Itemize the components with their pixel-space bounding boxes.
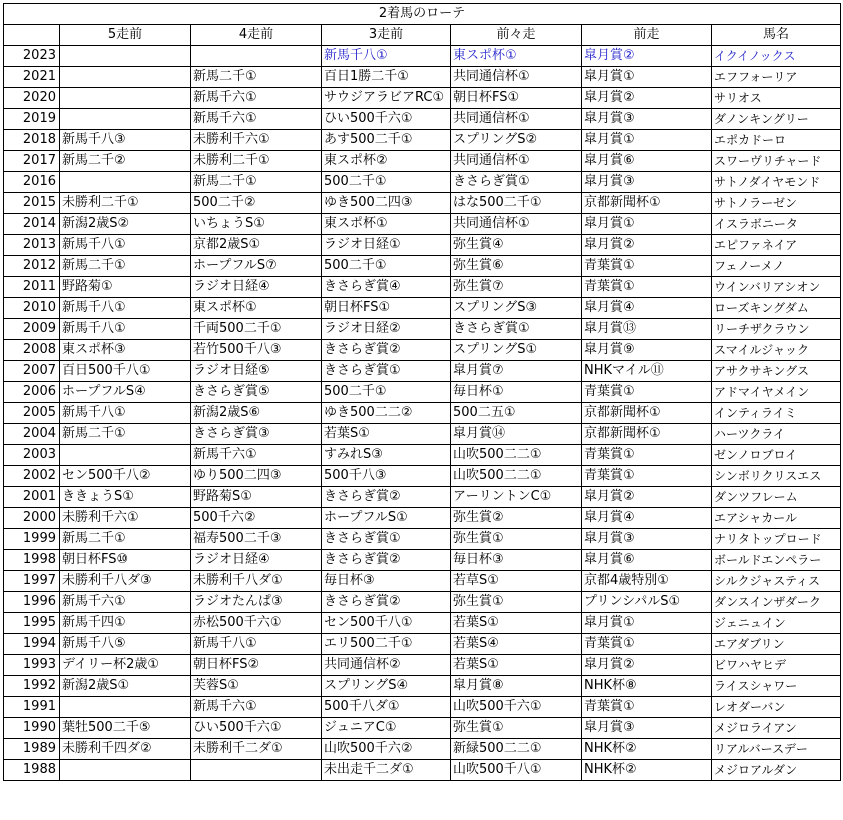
race-3-before-cell[interactable]: セン500千八① <box>322 613 451 634</box>
year-cell[interactable]: 2016 <box>4 172 60 193</box>
last-race-cell[interactable]: NHK杯⑧ <box>582 676 712 697</box>
horse-name-cell[interactable]: シンボリクリスエス <box>712 466 841 487</box>
race-5-before-cell[interactable]: 未勝利二千① <box>60 193 191 214</box>
table-row <box>4 487 841 508</box>
last-race-cell[interactable]: NHK杯② <box>582 739 712 760</box>
race-5-before-cell[interactable]: 東スポ杯③ <box>60 340 191 361</box>
horse-name-cell[interactable]: メジロライアン <box>712 718 841 739</box>
race-2-before-cell[interactable]: 新緑500二二① <box>451 739 582 760</box>
last-race-cell[interactable]: 皐月賞② <box>582 487 712 508</box>
race-2-before-cell[interactable]: 皐月賞⑧ <box>451 676 582 697</box>
race-4-before-cell[interactable]: 新馬千六① <box>191 88 322 109</box>
horse-name-cell[interactable]: スワーヴリチャード <box>712 151 841 172</box>
year-cell[interactable]: 2001 <box>4 487 60 508</box>
last-race-cell[interactable]: 皐月賞① <box>582 130 712 151</box>
race-3-before-cell[interactable]: 共同通信杯② <box>322 655 451 676</box>
last-race-cell[interactable]: 皐月賞⑥ <box>582 151 712 172</box>
race-3-before-cell[interactable]: 500千八ダ① <box>322 697 451 718</box>
year-cell[interactable]: 2015 <box>4 193 60 214</box>
table-row <box>4 550 841 571</box>
horse-name-cell[interactable]: エポカドーロ <box>712 130 841 151</box>
year-cell[interactable]: 2000 <box>4 508 60 529</box>
last-race-cell[interactable]: 皐月賞① <box>582 67 712 88</box>
header-year[interactable] <box>4 25 60 46</box>
last-race-cell[interactable]: 京都4歳特別① <box>582 571 712 592</box>
race-5-before-cell[interactable]: 新馬千八① <box>60 298 191 319</box>
year-cell[interactable]: 2010 <box>4 298 60 319</box>
race-5-before-cell[interactable]: 未勝利千八ダ③ <box>60 571 191 592</box>
race-3-before-cell[interactable]: きさらぎ賞① <box>322 529 451 550</box>
race-5-before-cell[interactable] <box>60 172 191 193</box>
title-row <box>4 4 841 25</box>
table-row <box>4 655 841 676</box>
last-race-cell[interactable]: 皐月賞② <box>582 655 712 676</box>
horse-name-cell[interactable]: ボールドエンペラー <box>712 550 841 571</box>
table-row <box>4 382 841 403</box>
table-row <box>4 613 841 634</box>
race-2-before-cell[interactable]: 弥生賞⑦ <box>451 277 582 298</box>
race-3-before-cell[interactable]: 毎日杯③ <box>322 571 451 592</box>
last-race-cell[interactable]: 皐月賞④ <box>582 508 712 529</box>
race-3-before-cell[interactable]: 新馬千八① <box>322 46 451 67</box>
header-horse-name[interactable]: 馬名 <box>712 25 841 46</box>
race-2-before-cell[interactable]: 山吹500千八① <box>451 760 582 781</box>
race-3-before-cell[interactable]: きさらぎ賞④ <box>322 277 451 298</box>
race-4-before-cell[interactable]: 500二千② <box>191 193 322 214</box>
race-3-before-cell[interactable]: 500二千① <box>322 382 451 403</box>
table-row <box>4 445 841 466</box>
year-cell[interactable]: 2004 <box>4 424 60 445</box>
race-5-before-cell[interactable] <box>60 67 191 88</box>
last-race-cell[interactable]: 青葉賞① <box>582 634 712 655</box>
horse-name-cell[interactable]: アサクサキングス <box>712 361 841 382</box>
horse-name-cell[interactable]: ウインバリアシオン <box>712 277 841 298</box>
table-row <box>4 277 841 298</box>
race-5-before-cell[interactable]: 新馬二千② <box>60 151 191 172</box>
race-2-before-cell[interactable]: 若葉S① <box>451 613 582 634</box>
race-4-before-cell[interactable]: 新馬千六① <box>191 109 322 130</box>
race-2-before-cell[interactable]: 若草S① <box>451 571 582 592</box>
table-row <box>4 466 841 487</box>
race-4-before-cell[interactable]: 京都2歳S① <box>191 235 322 256</box>
race-3-before-cell[interactable]: 500千八③ <box>322 466 451 487</box>
race-2-before-cell[interactable]: きさらぎ賞① <box>451 172 582 193</box>
race-2-before-cell[interactable]: スプリングS③ <box>451 298 582 319</box>
table-row <box>4 718 841 739</box>
year-cell[interactable]: 1999 <box>4 529 60 550</box>
race-4-before-cell[interactable]: ラジオ日経④ <box>191 550 322 571</box>
header-last-race[interactable]: 前走 <box>582 25 712 46</box>
race-5-before-cell[interactable] <box>60 760 191 781</box>
race-2-before-cell[interactable]: 弥生賞⑥ <box>451 256 582 277</box>
race-3-before-cell[interactable]: きさらぎ賞② <box>322 487 451 508</box>
race-3-before-cell[interactable]: 500二千① <box>322 256 451 277</box>
race-4-before-cell[interactable]: ラジオたんぱ③ <box>191 592 322 613</box>
last-race-cell[interactable]: 皐月賞② <box>582 235 712 256</box>
race-5-before-cell[interactable]: 葉牡500二千⑤ <box>60 718 191 739</box>
year-cell[interactable]: 2013 <box>4 235 60 256</box>
year-cell[interactable]: 1988 <box>4 760 60 781</box>
race-2-before-cell[interactable]: 若葉S④ <box>451 634 582 655</box>
race-4-before-cell[interactable]: ゆり500二四③ <box>191 466 322 487</box>
race-5-before-cell[interactable]: 新馬千四① <box>60 613 191 634</box>
race-4-before-cell[interactable]: 未勝利千六① <box>191 130 322 151</box>
last-race-cell[interactable]: 皐月賞② <box>582 46 712 67</box>
last-race-cell[interactable]: NHKマイル⑪ <box>582 361 712 382</box>
horse-name-cell[interactable]: ダンツフレーム <box>712 487 841 508</box>
race-2-before-cell[interactable]: 弥生賞① <box>451 529 582 550</box>
year-cell[interactable]: 2002 <box>4 466 60 487</box>
table-row <box>4 172 841 193</box>
horse-name-cell[interactable]: ゼンノロブロイ <box>712 445 841 466</box>
horse-name-cell[interactable]: ハーツクライ <box>712 424 841 445</box>
last-race-cell[interactable]: 皐月賞③ <box>582 109 712 130</box>
horse-name-cell[interactable]: レオダーバン <box>712 697 841 718</box>
horse-name-cell[interactable]: エフフォーリア <box>712 67 841 88</box>
year-cell[interactable]: 2014 <box>4 214 60 235</box>
race-3-before-cell[interactable]: 東スポ杯② <box>322 151 451 172</box>
race-5-before-cell[interactable] <box>60 88 191 109</box>
race-2-before-cell[interactable]: 共同通信杯① <box>451 67 582 88</box>
race-2-before-cell[interactable]: きさらぎ賞① <box>451 319 582 340</box>
race-3-before-cell[interactable]: ひい500千六① <box>322 109 451 130</box>
race-3-before-cell[interactable]: 東スポ杯① <box>322 214 451 235</box>
race-4-before-cell[interactable]: 野路菊S① <box>191 487 322 508</box>
race-5-before-cell[interactable]: ききょうS① <box>60 487 191 508</box>
race-4-before-cell[interactable]: 新馬二千① <box>191 67 322 88</box>
race-3-before-cell[interactable]: エリ500二千① <box>322 634 451 655</box>
horse-name-cell[interactable]: リアルバースデー <box>712 739 841 760</box>
last-race-cell[interactable]: 京都新聞杯① <box>582 193 712 214</box>
last-race-cell[interactable]: 皐月賞⑥ <box>582 550 712 571</box>
race-3-before-cell[interactable]: あす500二千① <box>322 130 451 151</box>
horse-name-cell[interactable]: ダンスインザダーク <box>712 592 841 613</box>
race-4-before-cell[interactable]: ホープフルS⑦ <box>191 256 322 277</box>
race-2-before-cell[interactable]: 若葉S① <box>451 655 582 676</box>
race-2-before-cell[interactable]: 毎日杯③ <box>451 550 582 571</box>
race-2-before-cell[interactable]: 弥生賞② <box>451 508 582 529</box>
race-2-before-cell[interactable]: 共同通信杯① <box>451 214 582 235</box>
table-row <box>4 340 841 361</box>
race-5-before-cell[interactable]: 新馬二千① <box>60 424 191 445</box>
race-3-before-cell[interactable]: ラジオ日経① <box>322 235 451 256</box>
last-race-cell[interactable]: 皐月賞⑨ <box>582 340 712 361</box>
table-row <box>4 571 841 592</box>
race-2-before-cell[interactable]: アーリントンC① <box>451 487 582 508</box>
table-row <box>4 256 841 277</box>
race-5-before-cell[interactable]: セン500千八② <box>60 466 191 487</box>
year-cell[interactable]: 2023 <box>4 46 60 67</box>
race-4-before-cell[interactable]: 新潟2歳S⑥ <box>191 403 322 424</box>
race-3-before-cell[interactable]: きさらぎ賞② <box>322 592 451 613</box>
table-row <box>4 193 841 214</box>
year-cell[interactable]: 2009 <box>4 319 60 340</box>
race-2-before-cell[interactable]: 朝日杯FS① <box>451 88 582 109</box>
table-row <box>4 676 841 697</box>
race-3-before-cell[interactable]: サウジアラビアRC① <box>322 88 451 109</box>
race-5-before-cell[interactable]: 新馬千八① <box>60 319 191 340</box>
rotation-table <box>3 3 841 781</box>
year-cell[interactable]: 1993 <box>4 655 60 676</box>
race-2-before-cell[interactable]: 皐月賞⑦ <box>451 361 582 382</box>
race-5-before-cell[interactable]: ホープフルS④ <box>60 382 191 403</box>
horse-name-cell[interactable]: ナリタトップロード <box>712 529 841 550</box>
year-cell[interactable]: 2021 <box>4 67 60 88</box>
race-3-before-cell[interactable]: 朝日杯FS① <box>322 298 451 319</box>
race-2-before-cell[interactable]: 山吹500千六① <box>451 697 582 718</box>
race-4-before-cell[interactable]: ひい500千六① <box>191 718 322 739</box>
last-race-cell[interactable]: NHK杯② <box>582 760 712 781</box>
horse-name-cell[interactable]: エピファネイア <box>712 235 841 256</box>
race-2-before-cell[interactable]: 弥生賞④ <box>451 235 582 256</box>
table-row <box>4 67 841 88</box>
race-4-before-cell[interactable]: 千両500二千① <box>191 319 322 340</box>
race-3-before-cell[interactable]: ゆき500二四③ <box>322 193 451 214</box>
race-4-before-cell[interactable]: 朝日杯FS② <box>191 655 322 676</box>
race-5-before-cell[interactable]: 新馬二千① <box>60 256 191 277</box>
race-4-before-cell[interactable]: 芙蓉S① <box>191 676 322 697</box>
horse-name-cell[interactable]: メジロアルダン <box>712 760 841 781</box>
race-5-before-cell[interactable]: 野路菊① <box>60 277 191 298</box>
table-row <box>4 46 841 67</box>
last-race-cell[interactable]: プリンシパルS① <box>582 592 712 613</box>
race-4-before-cell[interactable]: きさらぎ賞③ <box>191 424 322 445</box>
horse-name-cell[interactable]: ダノンキングリー <box>712 109 841 130</box>
race-4-before-cell[interactable]: いちょうS① <box>191 214 322 235</box>
race-5-before-cell[interactable]: 新馬千八① <box>60 403 191 424</box>
race-4-before-cell[interactable]: 新馬千六① <box>191 445 322 466</box>
last-race-cell[interactable]: 青葉賞① <box>582 256 712 277</box>
year-cell[interactable]: 1990 <box>4 718 60 739</box>
race-4-before-cell[interactable]: 500千六② <box>191 508 322 529</box>
race-5-before-cell[interactable]: 新潟2歳S① <box>60 676 191 697</box>
header-5-races-before[interactable]: 5走前 <box>60 25 191 46</box>
race-3-before-cell[interactable]: 若葉S① <box>322 424 451 445</box>
race-2-before-cell[interactable]: はな500二千① <box>451 193 582 214</box>
horse-name-cell[interactable]: エアダブリン <box>712 634 841 655</box>
year-cell[interactable]: 1998 <box>4 550 60 571</box>
race-5-before-cell[interactable]: 新馬千八③ <box>60 130 191 151</box>
table-row <box>4 697 841 718</box>
year-cell[interactable]: 2012 <box>4 256 60 277</box>
table-row <box>4 151 841 172</box>
horse-name-cell[interactable]: ライスシャワー <box>712 676 841 697</box>
table-row <box>4 529 841 550</box>
race-2-before-cell[interactable]: スプリングS② <box>451 130 582 151</box>
horse-name-cell[interactable]: サリオス <box>712 88 841 109</box>
horse-name-cell[interactable]: フェノーメノ <box>712 256 841 277</box>
horse-name-cell[interactable]: エアシャカール <box>712 508 841 529</box>
race-5-before-cell[interactable] <box>60 109 191 130</box>
year-cell[interactable]: 2017 <box>4 151 60 172</box>
last-race-cell[interactable]: 青葉賞① <box>582 466 712 487</box>
last-race-cell[interactable]: 皐月賞① <box>582 214 712 235</box>
last-race-cell[interactable]: 青葉賞① <box>582 277 712 298</box>
race-5-before-cell[interactable]: 未勝利千六① <box>60 508 191 529</box>
table-row <box>4 361 841 382</box>
year-cell[interactable]: 2020 <box>4 88 60 109</box>
race-4-before-cell[interactable]: 未勝利二千① <box>191 151 322 172</box>
table-row <box>4 319 841 340</box>
year-cell[interactable]: 1994 <box>4 634 60 655</box>
year-cell[interactable]: 1991 <box>4 697 60 718</box>
table-row <box>4 109 841 130</box>
table-row <box>4 760 841 781</box>
last-race-cell[interactable]: 青葉賞① <box>582 382 712 403</box>
race-4-before-cell[interactable]: 新馬千六① <box>191 697 322 718</box>
last-race-cell[interactable]: 青葉賞① <box>582 445 712 466</box>
last-race-cell[interactable]: 皐月賞③ <box>582 172 712 193</box>
year-cell[interactable]: 1995 <box>4 613 60 634</box>
race-5-before-cell[interactable]: 未勝利千四ダ② <box>60 739 191 760</box>
last-race-cell[interactable]: 皐月賞① <box>582 613 712 634</box>
year-cell[interactable]: 1997 <box>4 571 60 592</box>
horse-name-cell[interactable]: サトノダイヤモンド <box>712 172 841 193</box>
last-race-cell[interactable]: 皐月賞③ <box>582 718 712 739</box>
year-cell[interactable]: 2006 <box>4 382 60 403</box>
race-5-before-cell[interactable] <box>60 46 191 67</box>
table-row <box>4 235 841 256</box>
race-2-before-cell[interactable]: 皐月賞⑭ <box>451 424 582 445</box>
race-2-before-cell[interactable]: スプリングS① <box>451 340 582 361</box>
race-2-before-cell[interactable]: 毎日杯① <box>451 382 582 403</box>
table-row <box>4 424 841 445</box>
race-3-before-cell[interactable]: ジュニアC① <box>322 718 451 739</box>
horse-name-cell[interactable]: インティライミ <box>712 403 841 424</box>
horse-name-cell[interactable]: サトノラーゼン <box>712 193 841 214</box>
year-cell[interactable]: 2018 <box>4 130 60 151</box>
horse-name-cell[interactable]: スマイルジャック <box>712 340 841 361</box>
race-5-before-cell[interactable]: デイリー杯2歳① <box>60 655 191 676</box>
header-4-races-before[interactable]: 4走前 <box>191 25 322 46</box>
race-2-before-cell[interactable]: 山吹500二二① <box>451 466 582 487</box>
race-2-before-cell[interactable]: 山吹500二二① <box>451 445 582 466</box>
race-4-before-cell[interactable]: ラジオ日経④ <box>191 277 322 298</box>
race-3-before-cell[interactable]: 未出走千二ダ① <box>322 760 451 781</box>
table-row <box>4 634 841 655</box>
race-4-before-cell[interactable]: 若竹500千八③ <box>191 340 322 361</box>
race-2-before-cell[interactable]: 弥生賞① <box>451 718 582 739</box>
race-4-before-cell[interactable]: 福寿500二千③ <box>191 529 322 550</box>
race-5-before-cell[interactable]: 新馬千六① <box>60 592 191 613</box>
year-cell[interactable]: 2005 <box>4 403 60 424</box>
race-4-before-cell[interactable]: 東スポ杯① <box>191 298 322 319</box>
race-3-before-cell[interactable]: きさらぎ賞② <box>322 340 451 361</box>
race-3-before-cell[interactable]: きさらぎ賞① <box>322 361 451 382</box>
race-3-before-cell[interactable]: 山吹500千六② <box>322 739 451 760</box>
header-row <box>4 25 841 46</box>
race-5-before-cell[interactable]: 新潟2歳S② <box>60 214 191 235</box>
race-3-before-cell[interactable]: きさらぎ賞② <box>322 550 451 571</box>
race-3-before-cell[interactable]: ラジオ日経② <box>322 319 451 340</box>
year-cell[interactable]: 2008 <box>4 340 60 361</box>
race-4-before-cell[interactable]: 未勝利千八ダ① <box>191 571 322 592</box>
table-row <box>4 739 841 760</box>
race-5-before-cell[interactable]: 新馬千八⑤ <box>60 634 191 655</box>
last-race-cell[interactable]: 皐月賞② <box>582 88 712 109</box>
race-5-before-cell[interactable] <box>60 697 191 718</box>
year-cell[interactable]: 2003 <box>4 445 60 466</box>
last-race-cell[interactable]: 皐月賞③ <box>582 529 712 550</box>
race-2-before-cell[interactable]: 共同通信杯① <box>451 109 582 130</box>
race-3-before-cell[interactable]: 百日1勝二千① <box>322 67 451 88</box>
table-row <box>4 508 841 529</box>
horse-name-cell[interactable]: ローズキングダム <box>712 298 841 319</box>
header-2-races-before[interactable]: 前々走 <box>451 25 582 46</box>
race-2-before-cell[interactable]: 弥生賞① <box>451 592 582 613</box>
horse-name-cell[interactable]: アドマイヤメイン <box>712 382 841 403</box>
last-race-cell[interactable]: 京都新聞杯① <box>582 424 712 445</box>
table-row <box>4 592 841 613</box>
horse-name-cell[interactable]: ジェニュイン <box>712 613 841 634</box>
race-4-before-cell[interactable]: きさらぎ賞⑤ <box>191 382 322 403</box>
year-cell[interactable]: 2007 <box>4 361 60 382</box>
race-4-before-cell[interactable]: 新馬千八① <box>191 634 322 655</box>
race-3-before-cell[interactable]: 500二千① <box>322 172 451 193</box>
race-5-before-cell[interactable]: 百日500千八① <box>60 361 191 382</box>
race-2-before-cell[interactable]: 500二五① <box>451 403 582 424</box>
race-5-before-cell[interactable]: 新馬二千① <box>60 529 191 550</box>
race-4-before-cell[interactable]: ラジオ日経⑤ <box>191 361 322 382</box>
table-title[interactable]: 2着馬のローテ <box>4 4 841 25</box>
horse-name-cell[interactable]: リーチザクラウン <box>712 319 841 340</box>
table-row <box>4 214 841 235</box>
last-race-cell[interactable]: 青葉賞① <box>582 697 712 718</box>
horse-name-cell[interactable]: イクイノックス <box>712 46 841 67</box>
table-row <box>4 403 841 424</box>
race-4-before-cell[interactable]: 新馬二千① <box>191 172 322 193</box>
race-3-before-cell[interactable]: すみれS③ <box>322 445 451 466</box>
race-3-before-cell[interactable]: ゆき500二二② <box>322 403 451 424</box>
header-3-races-before[interactable]: 3走前 <box>322 25 451 46</box>
table-row <box>4 298 841 319</box>
horse-name-cell[interactable]: ビワハヤヒデ <box>712 655 841 676</box>
race-5-before-cell[interactable] <box>60 445 191 466</box>
horse-name-cell[interactable]: イスラボニータ <box>712 214 841 235</box>
race-4-before-cell[interactable]: 未勝利千二ダ① <box>191 739 322 760</box>
last-race-cell[interactable]: 京都新聞杯① <box>582 403 712 424</box>
race-3-before-cell[interactable]: スプリングS④ <box>322 676 451 697</box>
race-2-before-cell[interactable]: 共同通信杯① <box>451 151 582 172</box>
race-4-before-cell[interactable] <box>191 760 322 781</box>
horse-name-cell[interactable]: シルクジャスティス <box>712 571 841 592</box>
race-5-before-cell[interactable]: 新馬千八① <box>60 235 191 256</box>
race-3-before-cell[interactable]: ホープフルS① <box>322 508 451 529</box>
race-4-before-cell[interactable] <box>191 46 322 67</box>
year-cell[interactable]: 2019 <box>4 109 60 130</box>
table-row <box>4 130 841 151</box>
race-5-before-cell[interactable]: 朝日杯FS⑩ <box>60 550 191 571</box>
year-cell[interactable]: 2011 <box>4 277 60 298</box>
last-race-cell[interactable]: 皐月賞④ <box>582 298 712 319</box>
year-cell[interactable]: 1989 <box>4 739 60 760</box>
year-cell[interactable]: 1992 <box>4 676 60 697</box>
last-race-cell[interactable]: 皐月賞⑬ <box>582 319 712 340</box>
year-cell[interactable]: 1996 <box>4 592 60 613</box>
table-row <box>4 88 841 109</box>
race-2-before-cell[interactable]: 東スポ杯① <box>451 46 582 67</box>
race-4-before-cell[interactable]: 赤松500千六① <box>191 613 322 634</box>
